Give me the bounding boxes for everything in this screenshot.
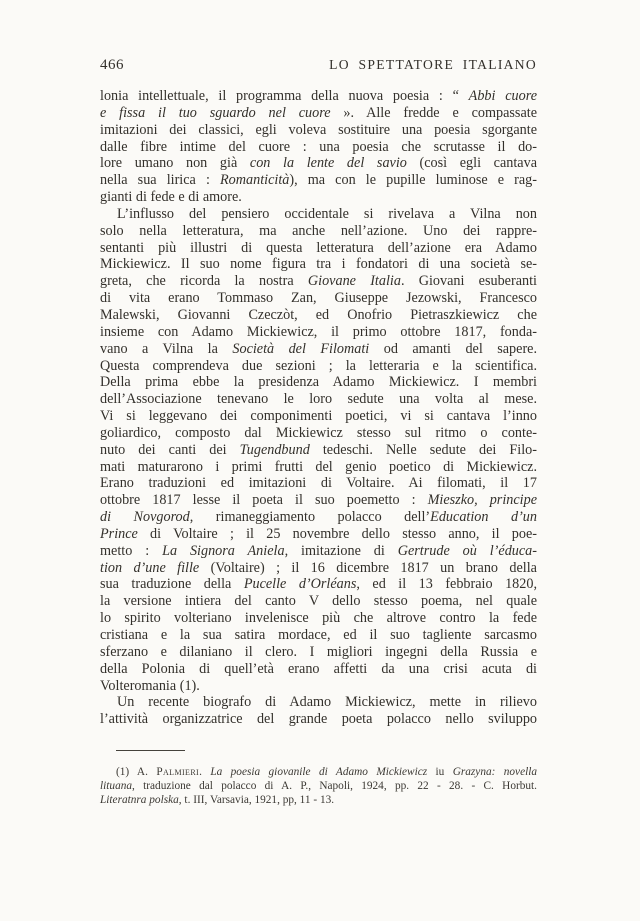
body-text-line: la versione intiera del canto V dello stesso poema, nel quale	[100, 593, 537, 610]
footnote-line: Literatnra polska, t. III, Varsavia, 1921, pp, 11 - 13.	[100, 794, 335, 807]
body-text	[100, 88, 537, 728]
body-text-line: imitazioni dei classici, egli voleva sostituire una poesia sgorgante	[100, 121, 537, 138]
body-text-line: Prince di Voltaire ; il 25 novembre dello stesso anno, il poe-	[100, 525, 537, 542]
body-text-line: greta, che ricorda la nostra Giovane Italia. Giovani esuberanti	[100, 273, 537, 290]
body-text-line: Erano traduzioni ed imitazioni di Voltaire. Ai filomati, il 17	[100, 475, 537, 492]
text-block	[100, 57, 537, 807]
body-text-line: Malewski, Giovanni Czeczòt, ed Onofrio Pietraszkiewicz che	[100, 306, 537, 323]
body-text-line: lore umano non già con la lente del savio (così egli cantava	[100, 155, 537, 172]
body-text-line: cristiana e la sua satira mordace, ed il suo tagliente sarcasmo	[100, 627, 537, 643]
body-text-line: tion d’une fille (Voltaire) ; il 16 dicembre 1817 un brano della	[100, 559, 537, 576]
body-text-line: lo spirito volteriano invelenisce più che altrove contro la fede	[100, 610, 537, 627]
body-text-line: ottobre 1817 lesse il poeta il suo poemetto : Mieszko, principe	[100, 492, 537, 509]
body-text-line: Vi si leggevano dei componimenti poetici, vi si cantava l’inno	[100, 408, 537, 425]
running-title: LO SPETTATORE ITALIANO	[329, 57, 537, 72]
body-text-line: gianti di fede e di amore.	[100, 189, 242, 206]
footnote-text	[100, 765, 537, 807]
body-text-line: lonia intellettuale, il programma della nuova poesia : “ Abbi cuore	[100, 88, 537, 104]
body-text-line: goliardico, composto dal Mickiewicz stesso sul ritmo o conte-	[100, 424, 537, 441]
body-text-line: solo nella letteratura, ma anche nell’azione. Uno dei rappre-	[100, 222, 537, 239]
body-text-line: nella sua lirica : Romanticità), ma con le pupille luminose e rag-	[100, 172, 537, 189]
body-text-line: insieme con Adamo Mickiewicz, il primo ottobre 1817, fonda-	[100, 323, 537, 340]
body-text-line: L’influsso del pensiero occidentale si rivelava a Vilna non	[117, 205, 537, 222]
body-text-line: di vita erano Tommaso Zan, Giuseppe Jezowski, Francesco	[100, 290, 537, 307]
body-text-line: vano a Vilna la Società del Filomati od amanti del sapere.	[100, 340, 538, 357]
body-text-line: di Novgorod, rimaneggiamento polacco dell’Education d’un	[100, 509, 537, 526]
body-text-line: mati maturarono i primi frutti del genio poetico di Mickiewicz.	[100, 458, 537, 475]
body-text-line: Questa comprendeva due sezioni ; la letteraria e la scientifica.	[100, 357, 537, 374]
body-text-line: metto : La Signora Aniela, imitazione di Gertrude où l’éduca-	[100, 542, 537, 559]
body-text-line: e fissa il tuo sguardo nel cuore ». Alle fredde e compassate	[100, 104, 537, 121]
body-text-line: Della prima ebbe la presidenza Adamo Mickiewicz. I membri	[100, 374, 537, 391]
footnote-line: lituana, traduzione dal polacco di A. P., Napoli, 1924, pp. 22 - 28. - C. Horbut.	[100, 780, 537, 793]
body-text-line: dell’Associazione tenevano le loro sedute una volta al mese.	[100, 391, 537, 408]
body-text-line: Volteromania (1).	[100, 677, 200, 694]
body-text-line: Mickiewicz. Il suo nome figura tra i fondatori di una società se-	[100, 256, 537, 273]
body-text-line: l’attività organizzatrice del grande poeta polacco nello sviluppo	[100, 711, 537, 728]
body-text-line: Un recente biografo di Adamo Mickiewicz, mette in rilievo	[117, 694, 537, 711]
body-text-line: della Polonia di quell’età erano affetti da una crisi acuta di	[100, 660, 537, 677]
page-number: 466	[100, 57, 124, 73]
page-header	[100, 57, 537, 73]
body-text-line: sentanti più illustri di questa letteratura dell’azione era Adamo	[100, 239, 537, 256]
body-text-line: sua traduzione della Pucelle d’Orléans, ed il 13 febbraio 1820,	[100, 576, 537, 593]
body-text-line: nuto dei canti dei Tugendbund tedeschi. Nelle sedute dei Filo-	[100, 441, 537, 458]
body-text-line: dalle fibre intime del cuore : una poesia che scrutasse il do-	[100, 138, 537, 155]
footnote-line: (1) A. Palmieri. La poesia giovanile di Adamo Mickiewicz iu Grazyna: novella	[116, 766, 538, 779]
body-text-line: sferzano e dilaniano il clero. I migliori ingegni della Russia e	[100, 643, 537, 660]
footnote-separator	[116, 750, 185, 751]
